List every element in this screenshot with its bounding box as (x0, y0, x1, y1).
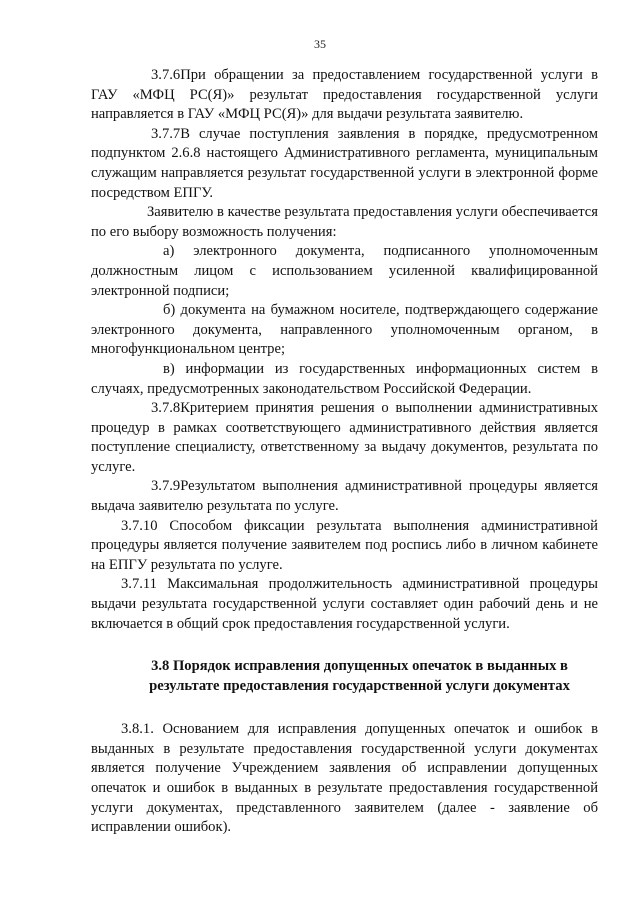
paragraph-text: Критерием принятия решения о выполнении административных процедур в рамках соответствующего административного действия является поступление специалисту, ответственному за выдачу документов, результата по услуге. (91, 400, 598, 475)
paragraph (91, 301, 598, 360)
paragraph-text: Результатом выполнения административной процедуры является выдача заявителю результата по услуге. (91, 478, 598, 515)
paragraph (91, 399, 598, 477)
paragraph (91, 360, 598, 399)
document-body (91, 66, 598, 838)
paragraph (91, 125, 598, 203)
clause-number: 3.7.7 (151, 125, 181, 142)
paragraph-text: 3.8.1. Основанием для исправления допущенных опечаток и ошибок в выданных в результате предоставления государственной услуги документах является получение Учреждением заявления об исправлении допущенных опечаток и ошибок в выданных в результате предоставления государственной услуги документах, представленного заявителем (далее - заявление об исправлении ошибок). (91, 721, 598, 836)
paragraph (91, 242, 598, 301)
clause-number: 3.7.8 (151, 400, 181, 417)
paragraph-text: При обращении за предоставлением государственной услуги в ГАУ «МФЦ РС(Я)» результат предоставления государственной услуги направляется в ГАУ «МФЦ РС(Я)» для выдачи результата заявителю. (91, 67, 598, 123)
paragraphs-before (91, 66, 598, 634)
section-title: 3.8 Порядок исправления допущенных опечаток в выданных в результате предоставления государственной услуги документах (149, 658, 570, 695)
paragraph-text: В случае поступления заявления в порядке, предусмотренном подпунктом 2.6.8 настоящего Административного регламента, муниципальным служащим направляется результат государственной услуги в электронной форме посредством ЕПГУ. (91, 125, 598, 201)
clause-number: 3.7.6 (151, 67, 181, 83)
paragraph-text: Заявителю в качестве результата предоставления услуги обеспечивается по его выбору возможность получения: (91, 204, 598, 240)
paragraph-text: в) информации из государственных информационных систем в случаях, предусмотренных законодательством Российской Федерации. (91, 360, 598, 397)
paragraph-text: 3.7.10 Способом фиксации результата выполнения административной процедуры является получение заявителем под роспись либо в личном кабинете на ЕПГУ результата по услуге. (91, 517, 598, 573)
paragraph-text: 3.7.11 Максимальная продолжительность административной процедуры выдачи результата государственной услуги составляет один рабочий день и не включается в общий срок предоставления государственной услуги. (91, 576, 598, 632)
clause-number: 3.7.9 (151, 478, 181, 495)
page-number: 35 (314, 37, 326, 51)
paragraph (91, 720, 598, 838)
paragraph-text: б) документа на бумажном носителе, подтверждающего содержание электронного документа, направленного уполномоченным органом, в многофункциональном центре; (91, 302, 598, 358)
paragraph-text: а) электронного документа, подписанного уполномоченным должностным лицом с использованием усиленной квалифицированной электронной подписи; (91, 243, 598, 299)
paragraphs-after (91, 720, 598, 838)
paragraph (91, 203, 598, 242)
paragraph (91, 477, 598, 516)
paragraph (91, 575, 598, 634)
paragraph (91, 517, 598, 576)
paragraph (91, 66, 598, 125)
